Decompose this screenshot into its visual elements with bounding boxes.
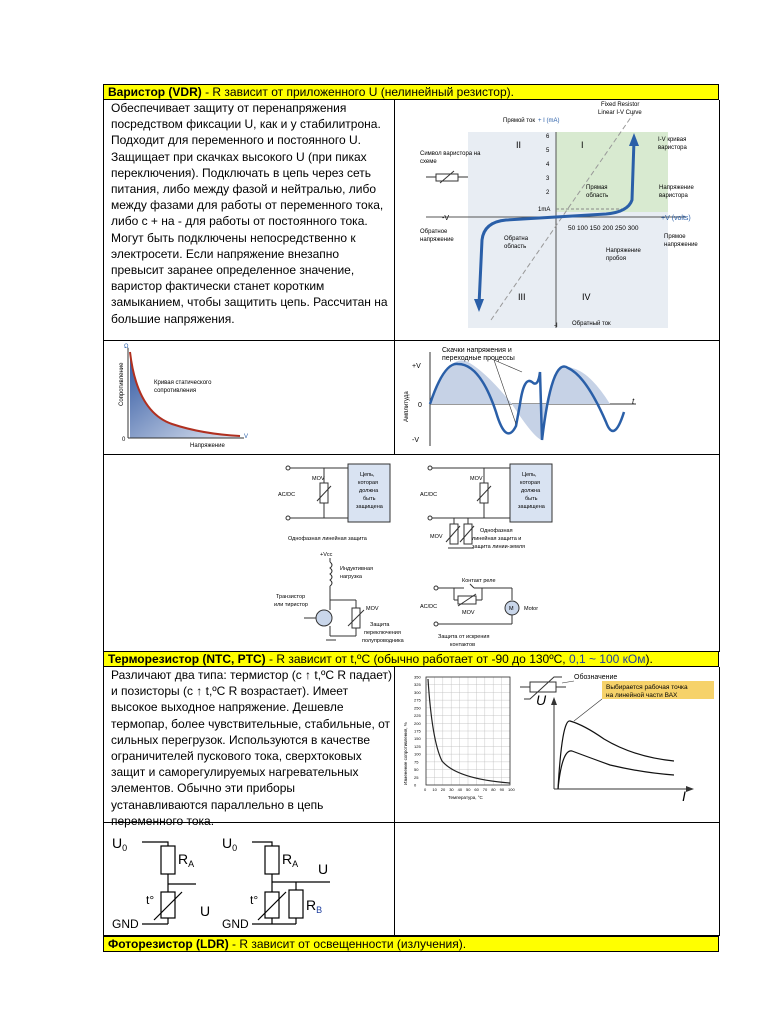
temp-x-tick: 80	[491, 787, 496, 792]
svg-text:U: U	[318, 861, 329, 877]
temp-y-tick: 75	[414, 759, 419, 765]
svg-text:+V (volts): +V (volts)	[661, 215, 691, 222]
svg-text:I-V кривая: I-V кривая	[658, 137, 687, 143]
svg-text:контактов: контактов	[450, 642, 475, 648]
svg-text:Ω: Ω	[124, 344, 129, 350]
thermistor-divider-circuits	[108, 824, 338, 932]
temp-x-tick: 0	[424, 787, 427, 792]
svg-text:Символ варистора на: Символ варистора на	[420, 151, 481, 157]
temp-x-tick: 20	[440, 787, 446, 792]
svg-text:MOV: MOV	[312, 476, 325, 482]
svg-text:варистора: варистора	[658, 145, 687, 151]
svg-text:защищена: защищена	[518, 504, 545, 510]
temp-y-tick: 175	[414, 728, 421, 734]
svg-text:сопротивления: сопротивления	[154, 388, 197, 394]
temp-y-tick: 250	[414, 705, 421, 711]
svg-text:Обратный ток: Обратный ток	[572, 321, 611, 327]
svg-text:t°: t°	[146, 893, 155, 907]
temp-y-tick: 325	[414, 682, 421, 688]
temp-y-tick: 100	[414, 751, 421, 757]
svg-text:MOV: MOV	[470, 476, 483, 482]
temp-x-tick: 90	[499, 787, 505, 792]
temp-x-tick: 70	[482, 787, 488, 792]
svg-text:Изменение сопротивления, %: Изменение сопротивления, %	[403, 722, 408, 785]
svg-text:50 100 150 200 250 300: 50 100 150 200 250 300	[568, 225, 639, 232]
svg-text:схеме: схеме	[420, 159, 437, 165]
svg-text:переходные процессы: переходные процессы	[442, 355, 515, 362]
varistor-row-3	[103, 454, 720, 652]
temp-x-tick: 100	[508, 787, 515, 792]
temp-y-tick: 50	[414, 767, 419, 773]
svg-text:Выбирается рабочая точка: Выбирается рабочая точка	[606, 684, 688, 691]
svg-text:IV: IV	[582, 292, 591, 302]
svg-text:Сопротивление: Сопротивление	[119, 362, 125, 406]
svg-text:Обратное: Обратное	[420, 229, 448, 235]
svg-text:Температура, °С: Температура, °С	[448, 795, 483, 800]
svg-text:t: t	[632, 397, 635, 406]
svg-text:Motor: Motor	[524, 606, 539, 612]
svg-text:+V: +V	[412, 363, 421, 370]
thermistor-vax-chart	[514, 669, 719, 803]
iv-y-tick: 5	[546, 148, 550, 154]
svg-text:линейная защита и: линейная защита и	[472, 536, 522, 542]
svg-text:область: область	[586, 193, 609, 199]
svg-text:0: 0	[122, 437, 126, 443]
temp-x-tick: 10	[432, 787, 437, 792]
svg-text:RA: $R_A$	[178, 851, 195, 869]
thermistor-description: Различают два типа: термистор (с ↑ t,ºC R падает) и позисторы (с ↑ t,ºC R возрастает). Имеет высокое выходное напряжение. Дешевле термопар, более чувствительные, стабильные, от сильных перегрузок. Используются в качестве ограничителей пускового тока, сверхтоковых защит и саморегулируемых нагревательных элементов. Обычно эти приборы устанавливаются параллельно в цепь переменного тока.	[111, 668, 393, 828]
temp-y-tick: 150	[414, 736, 421, 742]
svg-text:Защита: Защита	[370, 622, 390, 628]
linear-iv-label: Linear I-V Curve	[598, 110, 642, 116]
svg-text:-V: -V	[442, 215, 449, 222]
svg-text:Напряжение: Напряжение	[659, 185, 694, 191]
svg-text:t°: t°	[250, 893, 259, 907]
svg-text:Скачки напряжения и: Скачки напряжения и	[442, 347, 512, 354]
varistor-circuits	[274, 458, 564, 650]
svg-text:Индуктивная: Индуктивная	[340, 566, 374, 572]
svg-text:Цепь,: Цепь,	[522, 472, 537, 478]
svg-text:1mA: 1mA	[538, 207, 551, 213]
iv-y-tick: 3	[546, 176, 550, 182]
temp-y-tick: 200	[414, 720, 421, 726]
varistor-row-1	[103, 100, 720, 341]
temp-x-tick: 30	[449, 787, 454, 792]
temp-y-tick: 350	[414, 674, 421, 680]
svg-text:AC/DC: AC/DC	[420, 604, 438, 610]
svg-text:Прямое: Прямое	[664, 234, 686, 240]
svg-text:Прямой ток: Прямой ток	[503, 118, 535, 124]
svg-text:защита линии-земля: защита линии-земля	[472, 544, 526, 550]
svg-text:защищена: защищена	[356, 504, 383, 510]
svg-text:MOV: MOV	[366, 606, 379, 612]
svg-text:пробоя: пробоя	[606, 256, 626, 262]
svg-text:Напряжение: Напряжение	[190, 443, 225, 449]
thermistor-row-2	[103, 822, 720, 936]
varistor-row-2	[103, 340, 720, 455]
varistor-description: Обеспечивает защиту от перенапряжения посредством фиксации U, как и у стабилитрона. Подходит для переменного и постоянного U. Защищает при скачках высокого U (при пиках переключения). Подключать в цепь через сеть питания, либо между фазой и нейтралью, либо между фазами для работы от переменного тока, либо с + на - для работы от постоянного тока. Могут быть подключены непосредственно к электросети. Если напряжение внезапно превысит заранее определенное значение, варистор фактически станет коротким замыканием, чтобы защитить цепь. Рассчитан на большие напряжения.	[111, 101, 388, 326]
temp-y-tick: 300	[414, 689, 421, 695]
svg-text:GND: GND	[222, 917, 249, 931]
svg-text:быть: быть	[525, 496, 538, 502]
svg-text:U: U	[200, 903, 211, 919]
svg-text:U0: $U_0$	[222, 835, 238, 853]
svg-text:GND: GND	[112, 917, 139, 931]
svg-text:MOV: MOV	[430, 534, 443, 540]
thermistor-header: Терморезистор (NTC, PTC) - R зависит от t,ºC (обычно работает от -90 до 130ºC, 0,1 ~ 100 кОм).	[103, 651, 719, 667]
temp-y-tick: 125	[414, 743, 421, 749]
iv-y-tick: 6	[546, 134, 550, 140]
svg-text:+ I (mA): + I (mA)	[538, 118, 560, 124]
svg-text:область: область	[504, 244, 527, 250]
svg-text:переключения: переключения	[364, 630, 401, 636]
svg-text:Контакт реле: Контакт реле	[462, 578, 496, 584]
svg-text:которая: которая	[520, 480, 541, 486]
temp-x-tick: 60	[474, 787, 479, 792]
svg-text:должна: должна	[359, 488, 379, 494]
svg-text:Кривая статического: Кривая статического	[154, 380, 212, 386]
svg-text:U0: $U_0$	[112, 835, 128, 853]
iv-y-tick: 4	[546, 162, 550, 168]
temp-y-tick: 0	[414, 782, 417, 788]
svg-text:III: III	[518, 292, 526, 302]
svg-text:Транзистор: Транзистор	[276, 594, 306, 600]
svg-text:AC/DC: AC/DC	[420, 492, 438, 498]
varistor-title: Варистор (VDR)	[108, 85, 202, 99]
svg-text:или тиристор: или тиристор	[274, 602, 308, 608]
svg-text:Обратна: Обратна	[504, 236, 529, 242]
svg-text:быть: быть	[363, 496, 376, 502]
svg-text:Однофазная линейная защита: Однофазная линейная защита	[288, 536, 367, 542]
svg-text:I: I	[682, 788, 686, 804]
temp-x-tick: 40	[457, 787, 463, 792]
svg-text:AC/DC: AC/DC	[278, 492, 296, 498]
svg-text:RA: $R_A$	[282, 851, 299, 869]
svg-text:M: M	[509, 606, 514, 612]
thermistor-title: Терморезистор (NTC, PTC)	[108, 652, 266, 666]
svg-text:Напряжение: Напряжение	[606, 248, 641, 254]
svg-text:Амплитуда: Амплитуда	[404, 391, 410, 422]
photoresistor-title: Фоторезистор (LDR)	[108, 937, 229, 951]
svg-text:должна: должна	[521, 488, 541, 494]
svg-text:V: V	[244, 434, 249, 440]
svg-text:-V: -V	[412, 437, 419, 444]
svg-text:которая: которая	[358, 480, 379, 486]
svg-text:напряжение: напряжение	[664, 242, 698, 248]
svg-text:Прямая: Прямая	[586, 185, 608, 191]
svg-text:U: U	[536, 692, 547, 708]
svg-text:полупроводника: полупроводника	[362, 638, 404, 644]
iv-y-tick: 2	[546, 190, 550, 196]
svg-text:0: 0	[418, 402, 422, 409]
svg-text:-I: -I	[554, 323, 558, 329]
surge-wave-chart	[400, 342, 640, 452]
svg-text:Обозначение: Обозначение	[574, 674, 618, 681]
temp-x-tick: 50	[466, 787, 471, 792]
varistor-subtitle: - R зависит от приложенного U (нелинейный резистор).	[201, 85, 514, 99]
svg-text:напряжение: напряжение	[420, 237, 454, 243]
varistor-iv-chart	[396, 100, 718, 340]
svg-text:I: I	[581, 140, 584, 150]
svg-text:нагрузка: нагрузка	[340, 574, 362, 580]
svg-text:варистора: варистора	[659, 193, 688, 199]
photoresistor-header: Фоторезистор (LDR) - R зависит от освещенности (излучения).	[103, 936, 719, 952]
svg-text:Цепь,: Цепь,	[360, 472, 375, 478]
svg-text:+Vcc: +Vcc	[320, 552, 333, 558]
svg-text:на линейной части ВАХ: на линейной части ВАХ	[606, 692, 678, 699]
temp-y-tick: 225	[414, 713, 421, 719]
thermistor-temperature-chart	[402, 671, 515, 801]
temp-y-tick: 275	[414, 697, 421, 703]
svg-text:RB: $R_B$	[306, 897, 323, 915]
thermistor-row-1	[103, 667, 720, 828]
svg-text:Однофазная: Однофазная	[480, 528, 513, 534]
varistor-header	[103, 84, 719, 100]
fixed-resistor-label: Fixed Resistor	[601, 102, 640, 108]
resistance-curve-chart	[112, 342, 252, 450]
svg-text:II: II	[516, 140, 522, 150]
svg-text:MOV: MOV	[462, 610, 475, 616]
temp-y-tick: 25	[414, 774, 419, 780]
svg-text:Защита от искрения: Защита от искрения	[438, 634, 490, 640]
